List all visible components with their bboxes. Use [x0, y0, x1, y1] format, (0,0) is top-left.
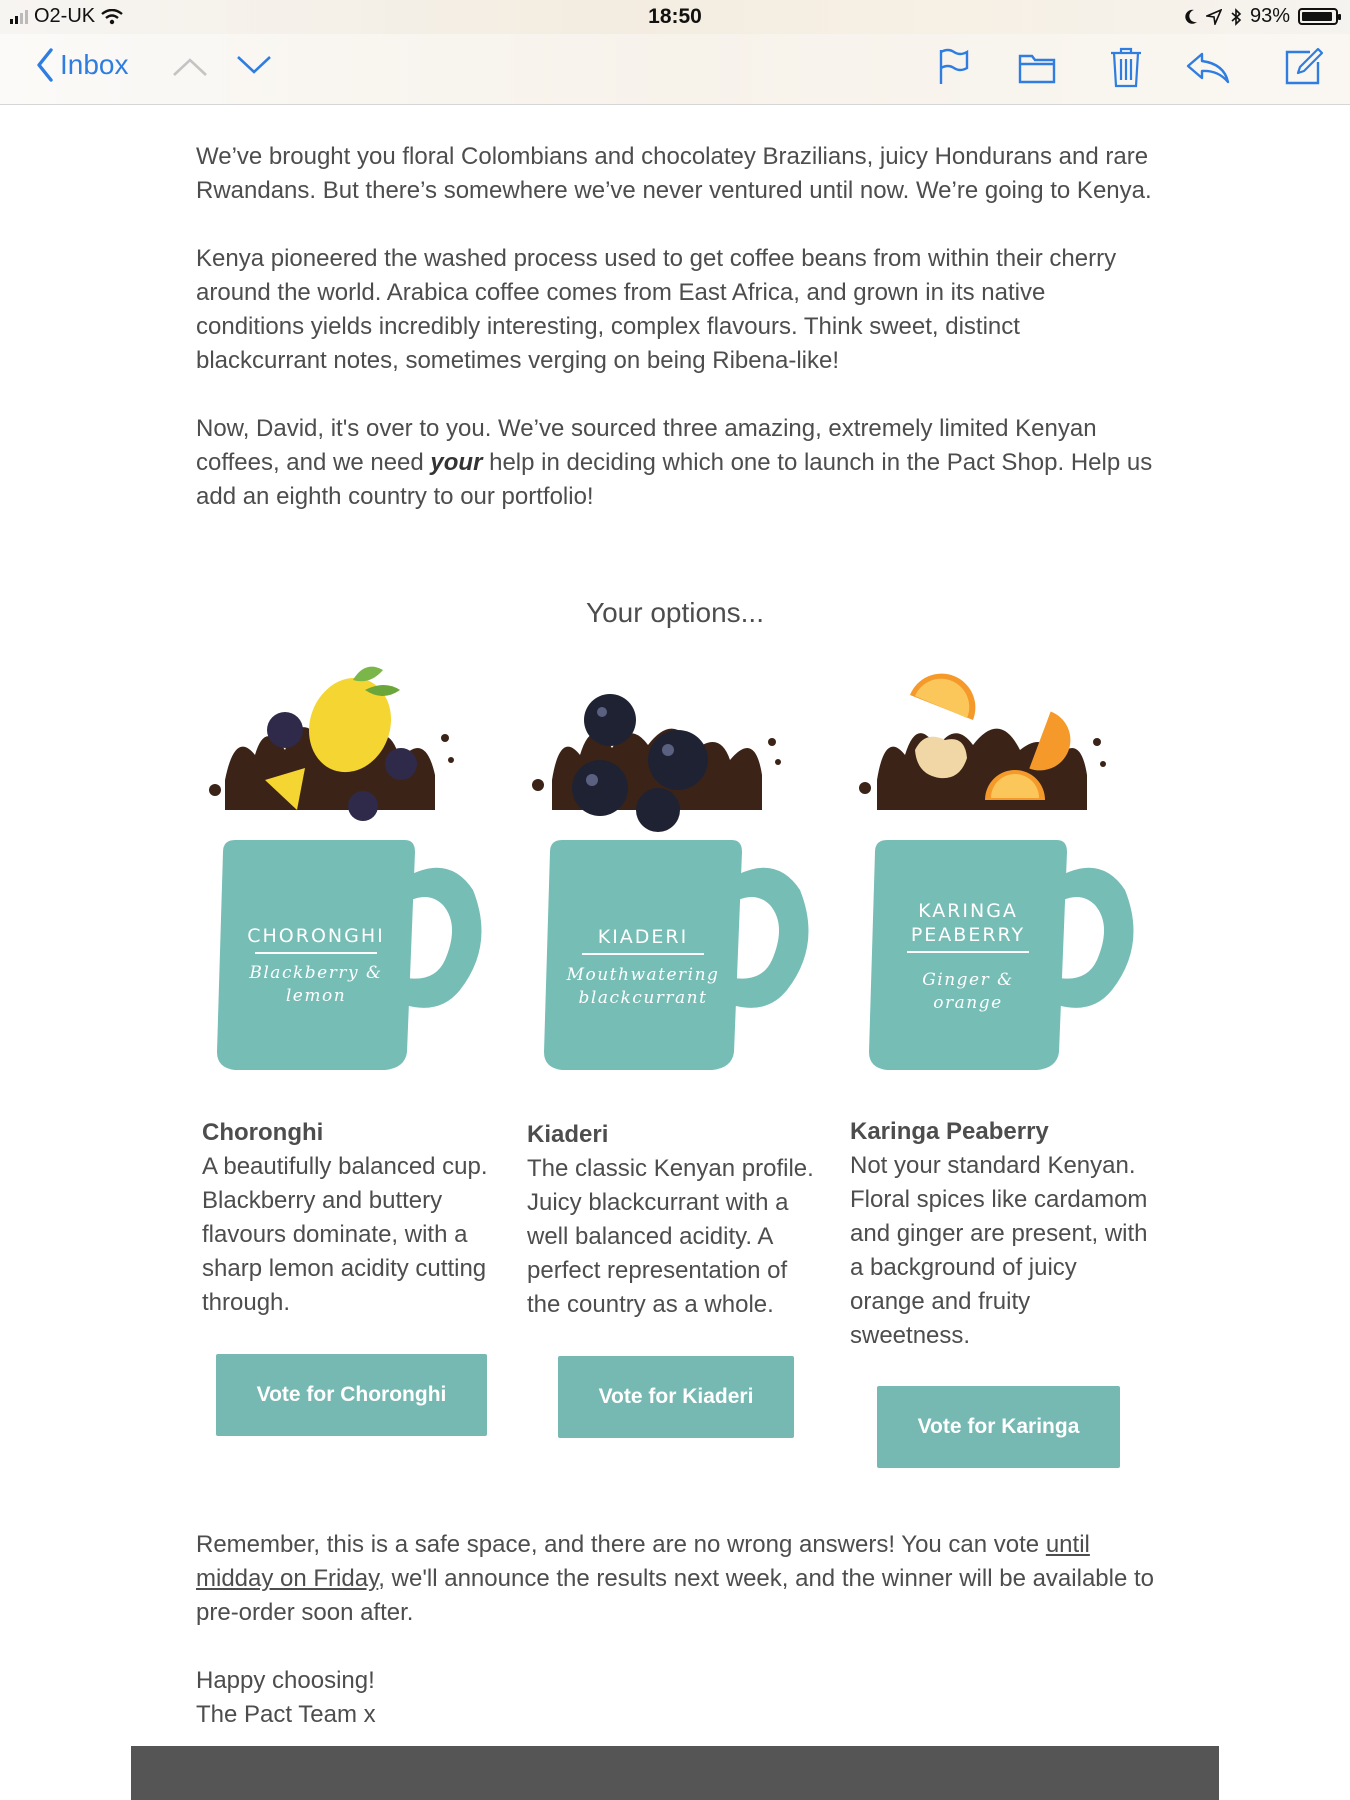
back-to-inbox-button[interactable] [36, 48, 129, 82]
karinga-mug-subtitle-2: orange [933, 993, 1003, 1013]
moon-icon [1184, 9, 1198, 25]
product-description: The classic Kenyan profile. Juicy blackcurrant with a well balanced acidity. A perfect representation of the country as a whole. [527, 1155, 814, 1318]
reply-icon[interactable] [1186, 52, 1230, 84]
email-body [196, 140, 1156, 548]
kenya-paragraph: Kenya pioneered the washed process used to get coffee beans from within their cherry around the world. Arabica coffee comes from East Africa, and grown in its native conditions yields incredibly interesting, complex flavours. Think sweet, distinct blackcurrant notes, sometimes verging on being Ribena-like! [196, 245, 1117, 374]
closing-paragraph: Remember, this is a safe space, and there are no wrong answers! You can vote until midday on Friday, we'll announce the results next week, and the winner will be available to pre-order soon after. [196, 1531, 1154, 1626]
kiaderi-mug-subtitle-2: blackcurrant [578, 988, 708, 1008]
mail-toolbar [0, 34, 1350, 105]
product-kiaderi [527, 1118, 827, 1322]
choronghi-mug-illustration [205, 660, 495, 1080]
flag-icon[interactable] [938, 48, 970, 86]
product-name: Choronghi [202, 1119, 324, 1146]
karinga-mug-title-1: KARINGA [918, 900, 1018, 922]
chevron-down-icon[interactable] [236, 54, 272, 76]
signoff-line-1: Happy choosing! [196, 1667, 375, 1694]
compose-icon[interactable] [1284, 46, 1324, 86]
product-name: Kiaderi [527, 1121, 609, 1148]
product-description: A beautifully balanced cup. Blackberry and buttery flavours dominate, with a sharp lemon acidity cutting through. [202, 1153, 488, 1316]
signoff-line-2: The Pact Team x [196, 1701, 376, 1728]
kiaderi-mug-illustration [530, 660, 820, 1080]
karinga-mug-title-2: PEABERRY [910, 924, 1026, 946]
vote-choronghi-button[interactable]: Vote for Choronghi [216, 1354, 487, 1436]
email-footer-bar [131, 1746, 1219, 1800]
back-label: Inbox [60, 49, 129, 80]
intro-paragraph: We’ve brought you floral Colombians and chocolatey Brazilians, juicy Hondurans and rare Rwandans. But there’s somewhere we’ve never ventured until now. We’re going to Kenya. [196, 143, 1152, 204]
bluetooth-icon [1230, 8, 1242, 26]
options-heading: Your options... [586, 597, 764, 628]
emphasis-your: your [430, 449, 483, 476]
karinga-mug-subtitle-1: Ginger & [922, 970, 1014, 990]
product-karinga [850, 1115, 1150, 1353]
battery-icon [1298, 8, 1338, 25]
status-time: 18:50 [648, 5, 702, 28]
kiaderi-mug-subtitle-1: Mouthwatering [566, 965, 720, 985]
carrier-label: O2-UK [34, 5, 96, 27]
email-closing [196, 1528, 1156, 1732]
choronghi-mug-title: CHORONGHI [247, 925, 385, 947]
vote-karinga-button[interactable]: Vote for Karinga [877, 1386, 1120, 1468]
deadline-link[interactable]: until midday on Friday [196, 1531, 1090, 1592]
product-choronghi [202, 1116, 502, 1320]
status-right [1184, 5, 1338, 28]
kiaderi-mug-title: KIADERI [597, 926, 689, 948]
vote-request-paragraph: Now, David, it's over to you. We’ve sourced three amazing, extremely limited Kenyan coffees, and we need your help in deciding which one to launch in the Pact Shop. Help us add an eighth country to our portfolio! [196, 415, 1153, 510]
chevron-left-icon [36, 48, 54, 82]
trash-icon[interactable] [1110, 46, 1142, 88]
location-icon [1206, 9, 1222, 25]
karinga-mug-illustration [855, 660, 1145, 1080]
choronghi-mug-subtitle-1: Blackberry & [249, 963, 383, 983]
signoff [196, 1664, 1156, 1732]
product-name: Karinga Peaberry [850, 1118, 1049, 1145]
battery-percent: 93% [1249, 5, 1290, 27]
vote-kiaderi-button[interactable]: Vote for Kiaderi [558, 1356, 794, 1438]
status-bar [0, 0, 1350, 34]
battery-fill [1302, 12, 1332, 21]
folder-icon[interactable] [1018, 52, 1056, 84]
choronghi-mug-subtitle-2: lemon [285, 986, 347, 1006]
product-description: Not your standard Kenyan. Floral spices like cardamom and ginger are present, with a background of juicy orange and fruity sweetness. [850, 1152, 1148, 1349]
chevron-up-icon[interactable] [172, 56, 208, 78]
